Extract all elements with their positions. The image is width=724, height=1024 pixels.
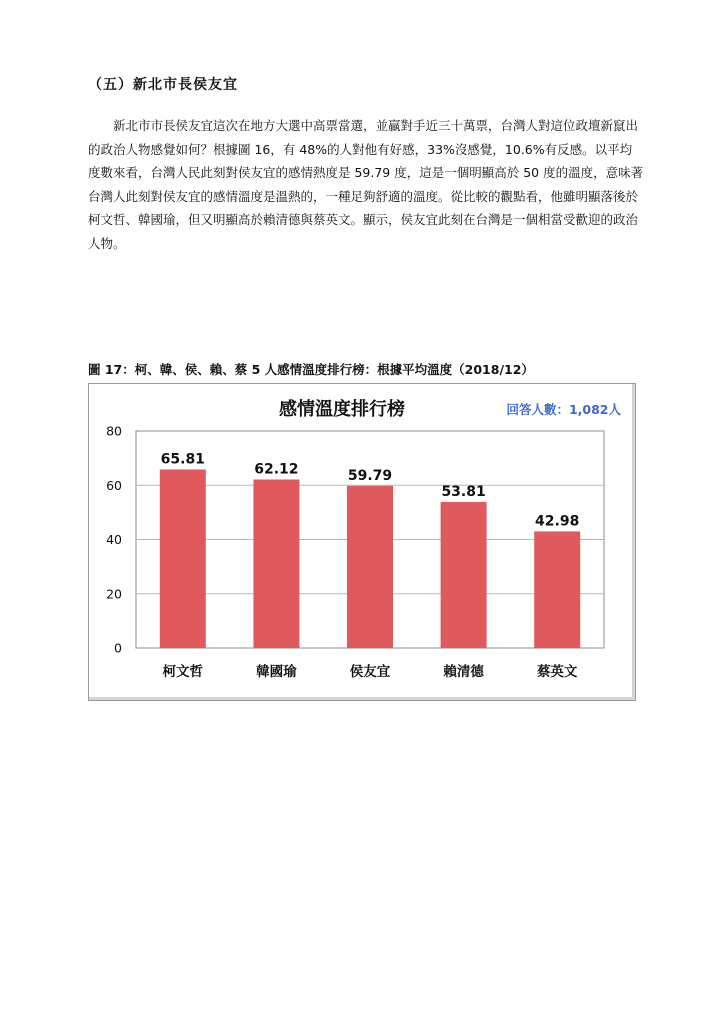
body-paragraph: 新北市市長侯友宜這次在地方大選中高票當選，並贏對手近三十萬票，台灣人對這位政壇新竄出的政治人物感覺如何？根據圖 16，有 48%的人對他有好感，33%沒感覺，10.6%有反感。以平均度數來看，台灣人民此刻對侯友宜的感情熱度是 59.79 度，這是一個明顯高於 50 度的溫度，意味著台灣人此刻對侯友宜的感情溫度是溫熱的，一種足夠舒適的溫度。從比較的觀點看，他雖明顯落後於柯文哲、韓國瑜，但又明顯高於賴清德與蔡英文。顯示，侯友宜此刻在台灣是一個相當受歡迎的政治人物。 xyxy=(88,118,644,251)
category-label: 韓國瑜 xyxy=(256,664,297,680)
category-label: 侯友宜 xyxy=(349,664,391,680)
chart-title: 感情溫度排行榜 xyxy=(279,399,405,420)
y-tick-label: 80 xyxy=(106,423,122,439)
y-tick-label: 40 xyxy=(106,532,122,547)
data-label: 65.81 xyxy=(160,451,205,468)
bar xyxy=(347,486,393,648)
category-label: 柯文哲 xyxy=(162,664,204,680)
bar-chart xyxy=(89,384,637,702)
y-axis-ticks xyxy=(106,424,122,656)
category-label: 蔡英文 xyxy=(536,664,578,680)
y-tick-label: 20 xyxy=(106,586,122,602)
data-label: 59.79 xyxy=(347,467,393,484)
chart-frame xyxy=(88,383,636,701)
bar xyxy=(160,469,206,648)
body-paragraph-container xyxy=(88,114,644,255)
section-heading: （五）新北市長侯友宜 xyxy=(88,77,238,93)
data-label: 62.12 xyxy=(254,461,299,478)
bar xyxy=(534,531,580,648)
figure-caption: 圖 17：柯、韓、侯、賴、蔡 5 人感情溫度排行榜：根據平均溫度（2018/12） xyxy=(88,362,534,377)
data-label: 53.81 xyxy=(441,484,486,501)
y-tick-label: 0 xyxy=(114,640,122,656)
data-label: 42.98 xyxy=(535,513,580,530)
category-label: 賴清德 xyxy=(443,664,484,680)
y-tick-label: 60 xyxy=(106,477,122,493)
bar xyxy=(441,502,487,648)
respondents-note: 回答人數：1,082人 xyxy=(506,402,621,417)
bar xyxy=(253,479,299,648)
